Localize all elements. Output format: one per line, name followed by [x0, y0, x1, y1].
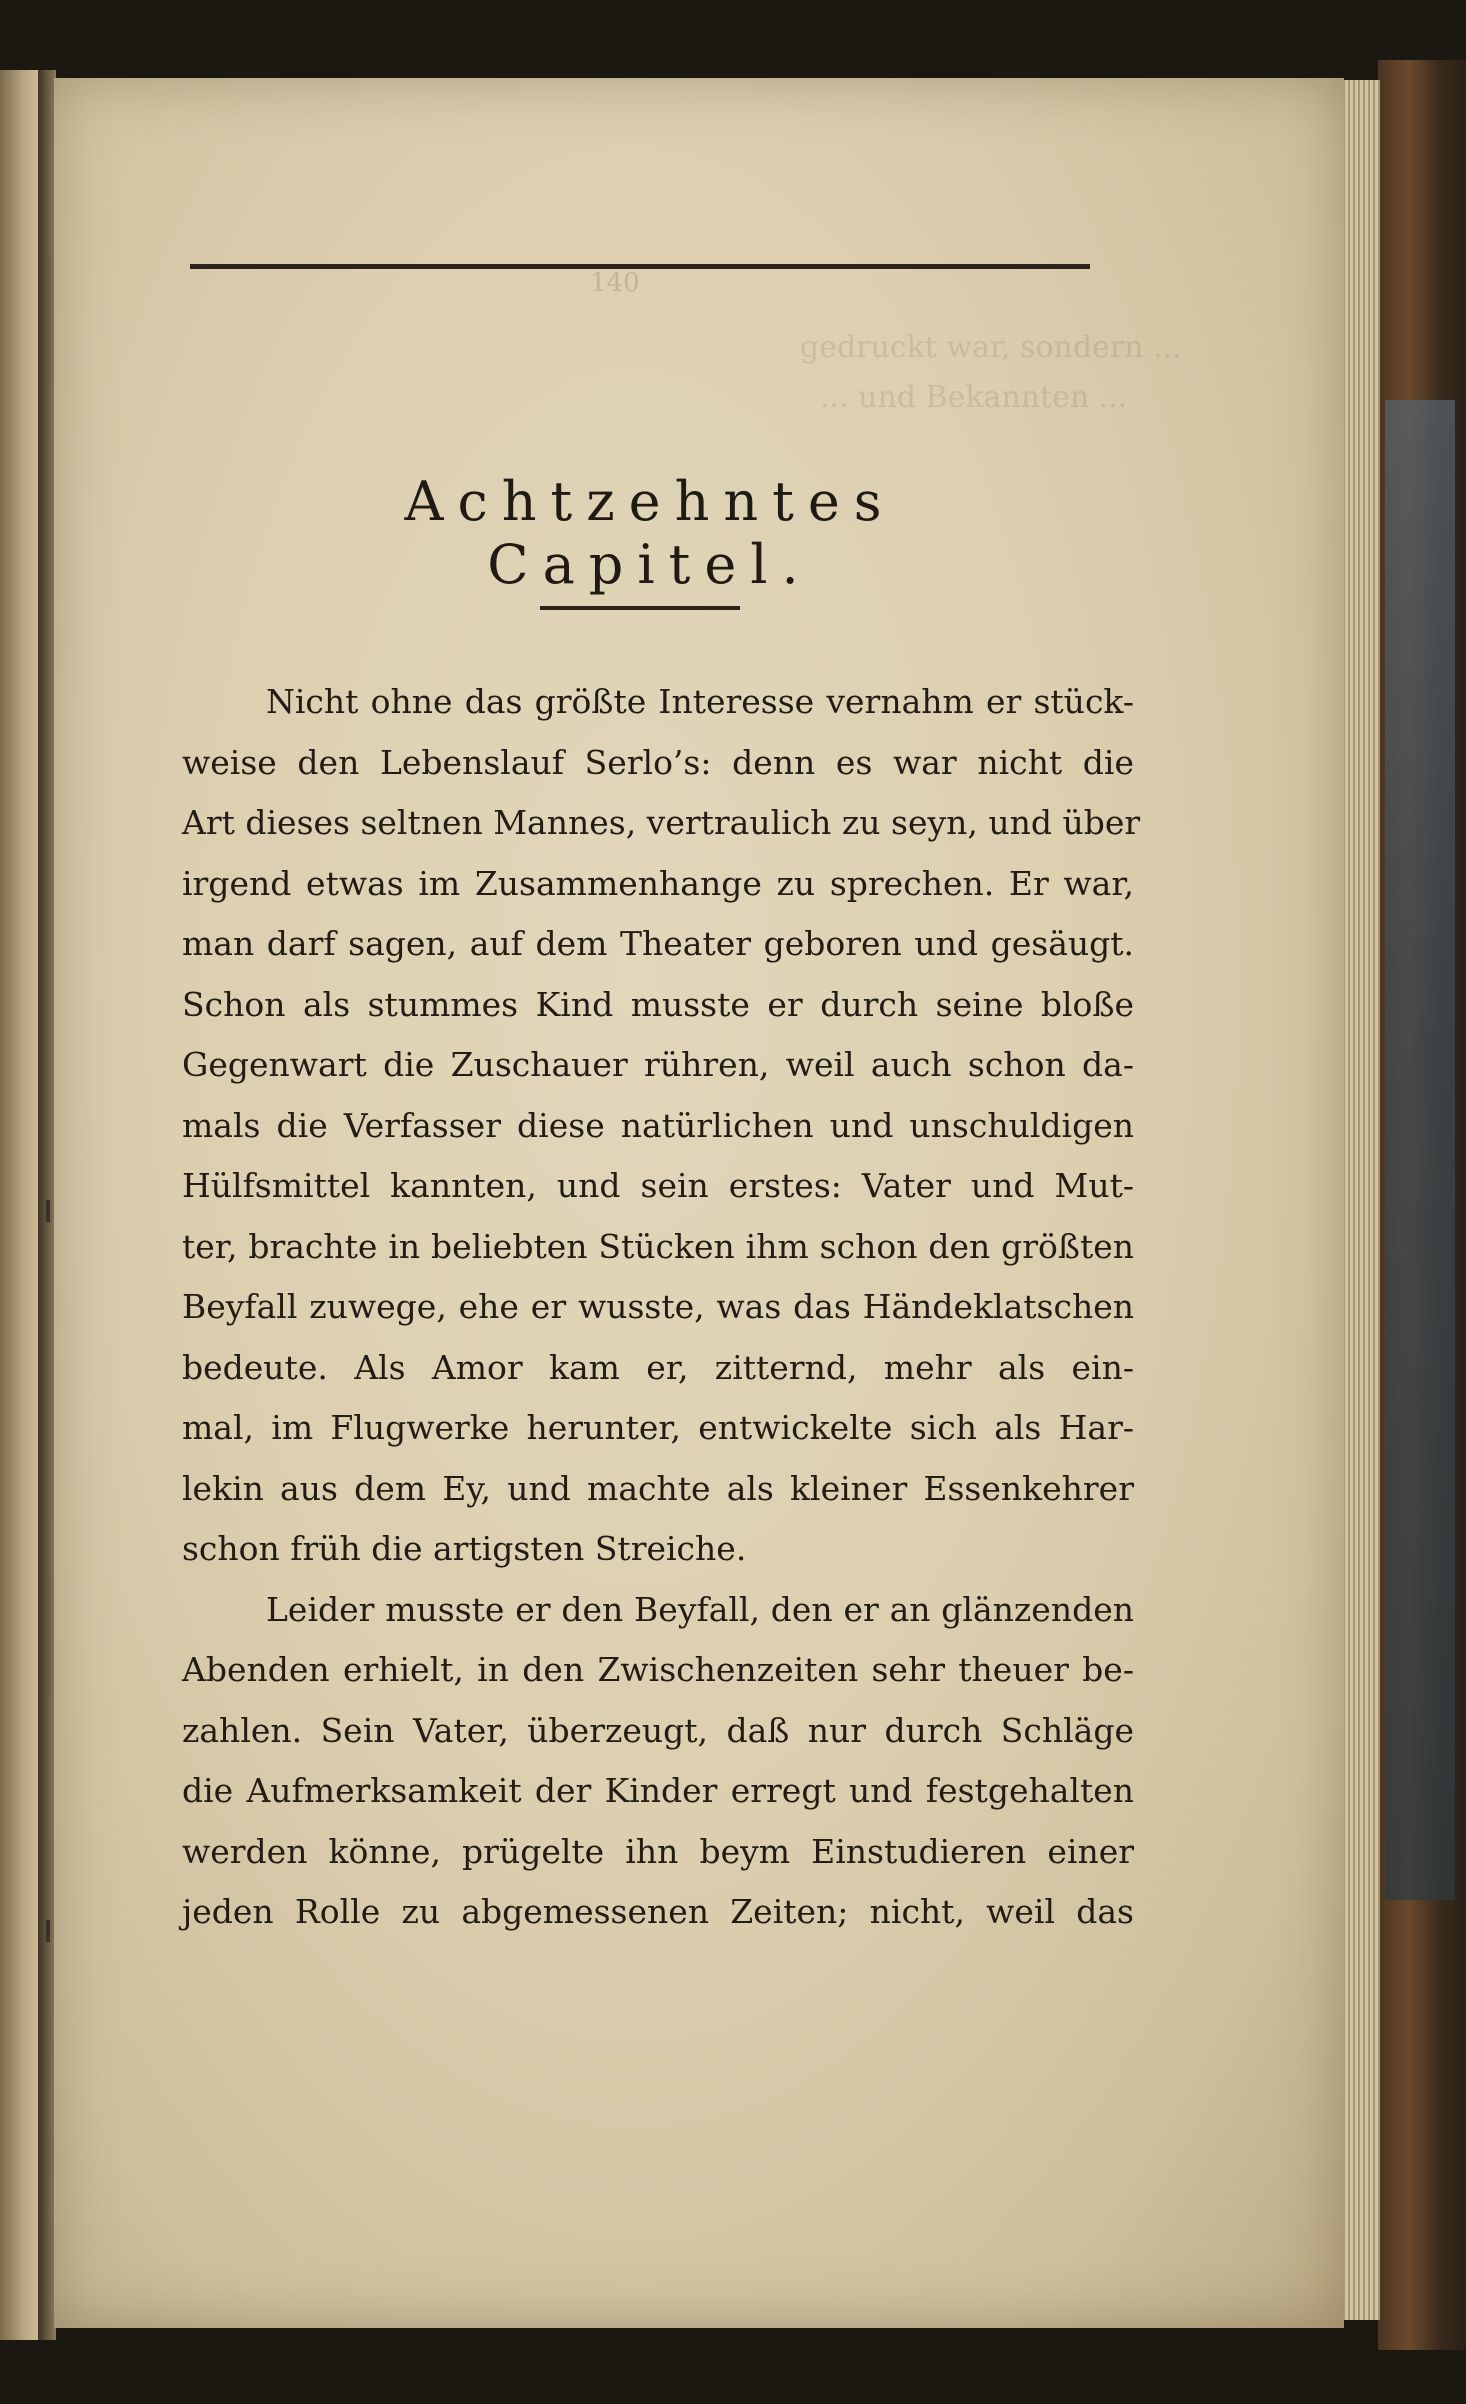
body-text: [182, 672, 1141, 1943]
text-line: Beyfall zuwege, ehe er wusste, was das Händeklatschen: [182, 1287, 1134, 1326]
text-line: mal, im Flugwerke herunter, entwickelte sich als Har-: [182, 1408, 1134, 1447]
previous-page-edge: [0, 70, 40, 2340]
text-line: irgend etwas im Zusammenhange zu sprechen. Er war,: [182, 863, 1134, 903]
text-line: zahlen. Sein Vater, überzeugt, daß nur durch Schläge: [182, 1710, 1134, 1750]
text-line: werden könne, prügelte ihn beym Einstudieren einer: [182, 1831, 1134, 1871]
text-line: Nicht ohne das größte Interesse vernahm er stück-: [266, 682, 1134, 721]
show-through-text: gedruckt war, sondern ...: [800, 330, 1182, 365]
text-line: bedeute. Als Amor kam er, zitternd, mehr als ein-: [182, 1347, 1134, 1387]
paragraph: [182, 1580, 1134, 1943]
text-line: schon früh die artigsten Streiche.: [182, 1529, 747, 1568]
text-line: ter, brachte in beliebten Stücken ihm schon den größten: [182, 1226, 1134, 1266]
page-number: 140: [590, 268, 640, 298]
text-line: Leider musste er den Beyfall, den er an glänzenden: [266, 1589, 1134, 1629]
cover-worn-patch: [1385, 400, 1455, 1900]
text-line: die Aufmerksamkeit der Kinder erregt und festgehalten: [182, 1771, 1134, 1810]
gutter-mark: [46, 1200, 50, 1222]
header-rule: [190, 264, 1090, 269]
text-line: man darf sagen, auf dem Theater geboren und gesäugt.: [182, 924, 1134, 963]
text-line: Art dieses seltnen Mannes, vertraulich zu seyn, und über: [182, 803, 1141, 842]
gutter-mark: [46, 1920, 50, 1942]
text-line: mals die Verfasser diese natürlichen und unschuldigen: [182, 1105, 1134, 1145]
paragraph: [182, 672, 1141, 1580]
show-through-text: ... und Bekannten ...: [820, 380, 1128, 415]
text-line: jeden Rolle zu abgemessenen Zeiten; nicht, weil das: [182, 1892, 1134, 1931]
chapter-title: Achtzehntes Capitel.: [404, 470, 896, 596]
text-line: lekin aus dem Ey, und machte als kleiner Essenkehrer: [182, 1468, 1134, 1508]
text-line: weise den Lebenslauf Serlo’s: denn es war nicht die: [182, 742, 1134, 782]
text-line: Abenden erhielt, in den Zwischenzeiten sehr theuer be-: [182, 1650, 1134, 1689]
text-line: Gegenwart die Zuschauer rühren, weil auch schon da-: [182, 1045, 1134, 1084]
text-line: Hülfsmittel kannten, und sein erstes: Vater und Mut-: [182, 1166, 1134, 1205]
text-line: Schon als stummes Kind musste er durch seine bloße: [182, 984, 1134, 1024]
title-rule: [540, 606, 740, 610]
